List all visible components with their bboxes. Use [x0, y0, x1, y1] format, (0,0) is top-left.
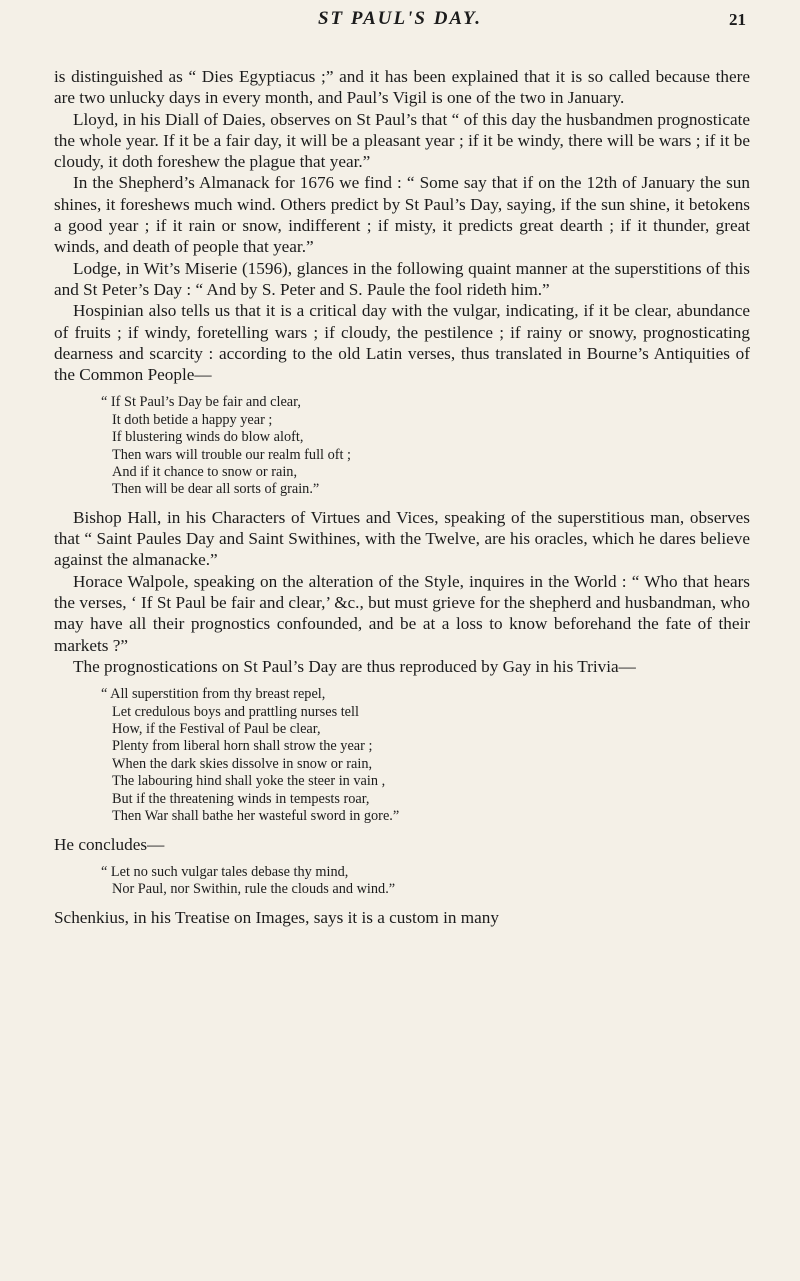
paragraph-horace-walpole: Horace Walpole, speaking on the alteration of the Style, inquires in the World : “ Who that hears the verses, ‘ If St Paul be fair and clear,’ &c., but must grieve for the shepherd and husbandman, who may have all their prognostics confounded, and be at a loss to know beforehand the fate of their markets ?” [54, 571, 750, 655]
body-text [54, 66, 750, 928]
verse-line: Let credulous boys and prattling nurses tell [112, 703, 359, 720]
verse-line: “ All superstition from thy breast repel, [101, 686, 326, 703]
verse-line: How, if the Festival of Paul be clear, [112, 721, 321, 738]
verse-line: Then War shall bathe her wasteful sword in gore.” [112, 808, 400, 825]
verse-line: “ If St Paul’s Day be fair and clear, [101, 394, 301, 411]
verse-line: When the dark skies dissolve in snow or rain, [112, 755, 373, 772]
verse-line: Then will be dear all sorts of grain.” [112, 481, 320, 498]
paragraph-lodge: Lodge, in Wit’s Miserie (1596), glances in the following quaint manner at the superstitions of this and St Peter’s Day : “ And by S. Peter and S. Paule the fool rideth him.” [54, 258, 750, 299]
paragraph-bishop-hall: Bishop Hall, in his Characters of Virtues and Vices, speaking of the superstitious man, observes that “ Saint Paules Day and Saint Swithines, with the Twelve, are his oracles, which he dares believe against the almanacke.” [54, 507, 750, 570]
verse-latin-translation [54, 394, 750, 498]
paragraph-hospinian: Hospinian also tells us that it is a critical day with the vulgar, indicating, if it be clear, abundance of fruits ; if windy, foretelling wars ; if cloudy, the pestilence ; if rainy or snowy, prognosticating dearness and scarcity : according to the old Latin verses, thus translated in Bourne’s Antiquities of the Common People— [54, 301, 750, 385]
verse-line: “ Let no such vulgar tales debase thy mind, [101, 863, 349, 880]
page-number: 21 [729, 10, 746, 29]
paragraph-schenkius: Schenkius, in his Treatise on Images, says it is a custom in many [54, 907, 499, 927]
paragraph-shepherds-almanack: In the Shepherd’s Almanack for 1676 we find : “ Some say that if on the 12th of January the sun shines, it foreshews much wind. Others predict by St Paul’s Day, saying, if the sun shine, it betokens a good year ; if it rain or snow, indifferent ; if misty, it predicts great dearth ; if it thunder, great winds, and death of people that year.” [54, 173, 750, 257]
running-head [0, 8, 800, 38]
paragraph-he-concludes: He concludes— [54, 834, 165, 854]
verse-line: If blustering winds do blow aloft, [112, 429, 304, 446]
verse-conclusion [54, 864, 750, 899]
verse-line: The labouring hind shall yoke the steer in vain , [112, 773, 386, 790]
paragraph-dies-egyptiacus: is distinguished as “ Dies Egyptiacus ;” and it has been explained that it is so called because there are two unlucky days in every month, and Paul’s Vigil is one of the two in January. [54, 67, 750, 108]
verse-gay-trivia [54, 686, 750, 825]
verse-line: It doth betide a happy year ; [112, 411, 273, 428]
verse-line: Nor Paul, nor Swithin, rule the clouds and wind.” [112, 881, 396, 898]
running-title: ST PAUL'S DAY. [317, 8, 482, 29]
paragraph-gay-trivia: The prognostications on St Paul’s Day are thus reproduced by Gay in his Trivia— [73, 656, 636, 676]
verse-line: Plenty from liberal horn shall strow the year ; [112, 738, 373, 755]
paragraph-lloyd: Lloyd, in his Diall of Daies, observes on St Paul’s that “ of this day the husbandmen prognosticate the whole year. If it be a fair day, it will be a pleasant year ; if it be windy, there will be wars ; if it be cloudy, it doth foreshew the plague that year.” [54, 109, 750, 172]
verse-line: Then wars will trouble our realm full oft ; [112, 446, 352, 463]
verse-line: And if it chance to snow or rain, [112, 464, 298, 481]
verse-line: But if the threatening winds in tempests roar, [112, 790, 370, 807]
